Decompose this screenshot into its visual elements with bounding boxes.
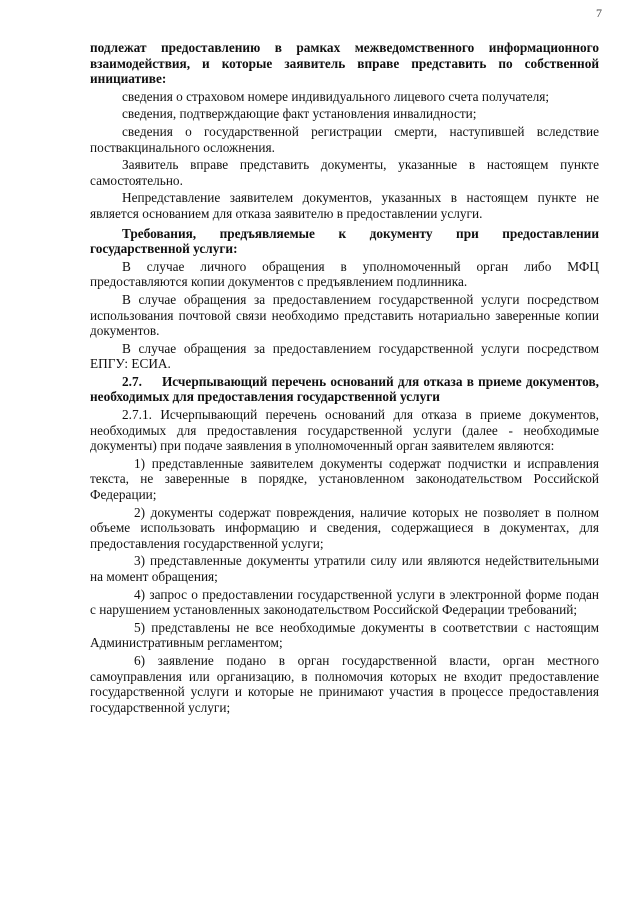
page-content: [90, 40, 599, 717]
right-to-submit-paragraph: Заявитель вправе представить документы, указанные в настоящем пункте самостоятельно.: [90, 157, 599, 188]
death-registration-paragraph: сведения о государственной регистрации смерти, наступившей вследствие поствакцинального осложнения.: [90, 123, 599, 155]
section-2-7-heading: [90, 374, 599, 405]
section-title: Исчерпывающий перечень оснований для отказа в приеме документов, необходимых для предоставления государственной услуги: [90, 373, 599, 405]
list-item-4: 4) запрос о предоставлении государственной услуги в электронной форме подан с нарушением установленных законодательством Российской Федерации требований;: [90, 586, 599, 618]
non-submission-paragraph: Непредставление заявителем документов, указанных в настоящем пункте не является основанием для отказа заявителю в предоставлении услуги.: [90, 190, 599, 221]
section-2-7-1-paragraph: 2.7.1. Исчерпывающий перечень оснований для отказа в приеме документов, необходимых для предоставления государственной услуги (далее - необходимые документы) при подаче заявления в уполномоченный орган заявителем являются:: [90, 407, 599, 454]
snils-paragraph: сведения о страховом номере индивидуального лицевого счета получателя;: [122, 88, 550, 104]
personal-visit-paragraph: В случае личного обращения в уполномоченный орган либо МФЦ предоставляются копии документов с предъявлением подлинника.: [90, 258, 599, 290]
disability-paragraph: сведения, подтверждающие факт установления инвалидности;: [122, 106, 477, 122]
page-number: 7: [596, 6, 602, 20]
intro-bold-paragraph: подлежат предоставлению в рамках межведомственного информационного взаимодействия, и которые заявитель вправе представить по собственной инициативе:: [90, 40, 599, 87]
list-item-2: 2) документы содержат повреждения, наличие которых не позволяет в полном объеме использовать информацию и сведения, содержащиеся в документах, для предоставления государственной услуги;: [90, 504, 599, 551]
postal-paragraph: В случае обращения за предоставлением государственной услуги посредством использования почтовой связи необходимо представить нотариально заверенные копии документов.: [90, 291, 599, 339]
section-number: 2.7.: [122, 373, 142, 389]
list-item-1: 1) представленные заявителем документы содержат подчистки и исправления текста, не заверенные в порядке, установленном законодательством Российской Федерации;: [90, 455, 599, 503]
list-item-3: 3) представленные документы утратили силу или являются недействительными на момент обращения;: [90, 553, 599, 584]
list-item-6: 6) заявление подано в орган государственной власти, орган местного самоуправления или организацию, в полномочия которых не входит предоставление государственной услуги и которые не принимают участия в процессе предоставления государственной услуги;: [90, 652, 599, 715]
list-item-5: 5) представлены не все необходимые документы в соответствии с настоящим Административным регламентом;: [90, 619, 599, 651]
requirements-heading: Требования, предъявляемые к документу при предоставлении государственной услуги:: [90, 225, 599, 257]
epgu-paragraph: В случае обращения за предоставлением государственной услуги посредством ЕПГУ: ЕСИА.: [90, 340, 599, 372]
